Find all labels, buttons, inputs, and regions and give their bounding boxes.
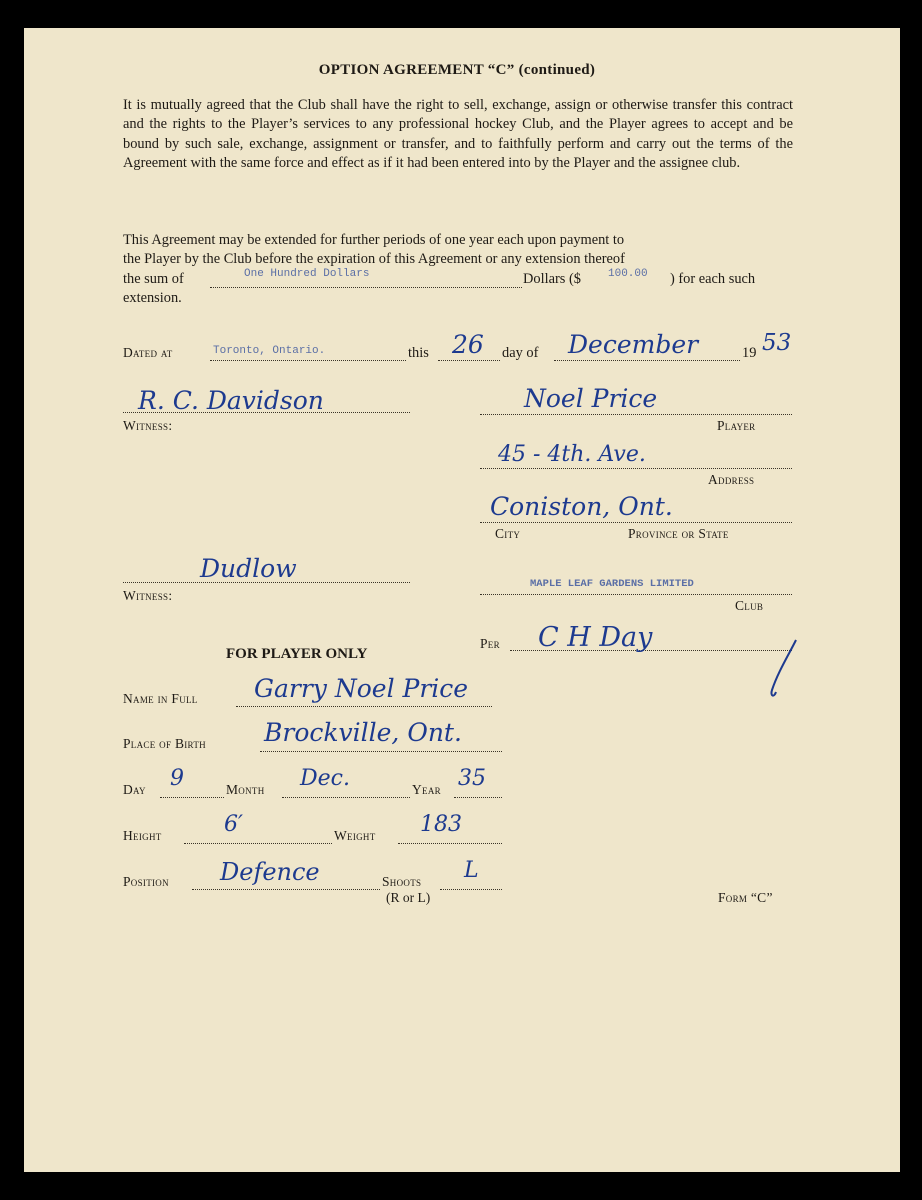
position-value: Defence (220, 858, 320, 886)
name-in-full-value: Garry Noel Price (254, 674, 469, 703)
sum-dotted-line (210, 287, 522, 288)
place-of-birth-value: Brockville, Ont. (264, 718, 462, 747)
year-prefix: 19 (742, 345, 757, 361)
player-label: Player (717, 418, 756, 433)
day-line (160, 797, 224, 798)
address-value: 45 - 4th. Ave. (498, 442, 646, 467)
year-value: 35 (458, 766, 486, 791)
dated-year: 53 (762, 330, 792, 356)
document-page (24, 28, 900, 1172)
sum-value: One Hundred Dollars (244, 268, 370, 280)
dated-at-label: Dated at (123, 345, 173, 360)
per-signature: C H Day (538, 622, 653, 653)
witness-signature-1: R. C. Davidson (138, 386, 324, 415)
dated-place: Toronto, Ontario. (213, 345, 326, 357)
extension-clause-line4: extension. (123, 290, 182, 306)
month-value: Dec. (300, 766, 350, 791)
this-label: this (408, 345, 429, 361)
day-value: 9 (170, 766, 184, 791)
month-dotted-line (554, 360, 740, 361)
page-title: OPTION AGREEMENT “C” (continued) (318, 62, 596, 78)
year-line (454, 797, 502, 798)
place-dotted-line (210, 360, 406, 361)
weight-value: 183 (420, 812, 462, 837)
witness-line-2 (123, 582, 410, 583)
year-label: Year (412, 782, 441, 797)
club-label: Club (735, 598, 764, 613)
witness-label-2: Witness: (123, 588, 173, 603)
dollars-label: Dollars ($ (523, 271, 581, 287)
club-name: MAPLE LEAF GARDENS LIMITED (530, 578, 694, 590)
month-label: Month (226, 782, 265, 797)
name-in-full-line (236, 706, 492, 707)
witness-label-1: Witness: (123, 418, 173, 433)
extension-clause-line2: the Player by the Club before the expiration of this Agreement or any extension thereof (123, 251, 625, 267)
height-line (184, 843, 332, 844)
form-label: Form “C” (718, 890, 773, 905)
dated-month: December (568, 330, 699, 359)
city-value: Coniston, Ont. (490, 492, 673, 521)
shoots-label: Shoots (382, 874, 422, 889)
address-label: Address (708, 472, 755, 487)
month-line (282, 797, 410, 798)
transfer-clause: It is mutually agreed that the Club shall have the right to sell, exchange, assign or otherwise transfer this contract and the rights to the Player’s services to any professional hockey Club, and the Player agrees to accept and be bound by such sale, exchange, assignment or transfer, and to faithfully perform and carry out the terms of the Agreement with the same force and effect as if it had been entered into by the Player and the assignee club. (123, 97, 793, 171)
shoots-hint: (R or L) (386, 890, 431, 905)
dated-day: 26 (452, 330, 484, 359)
height-value: 6′ (224, 812, 243, 837)
day-label: Day (123, 782, 146, 797)
witness-signature-2: Dudlow (200, 554, 297, 583)
amount-value: 100.00 (608, 268, 648, 280)
weight-label: Weight (334, 828, 376, 843)
day-dotted-line (438, 360, 500, 361)
city-label: City (495, 526, 521, 541)
place-of-birth-label: Place of Birth (123, 736, 206, 751)
extension-clause-line1: This Agreement may be extended for further periods of one year each upon payment to (123, 232, 625, 248)
height-label: Height (123, 828, 162, 843)
province-label: Province or State (628, 526, 729, 541)
weight-line (398, 843, 502, 844)
sum-of-label: the sum of (123, 271, 184, 287)
place-of-birth-line (260, 751, 502, 752)
day-of-label: day of (502, 345, 539, 361)
signature-flourish (760, 632, 800, 702)
for-each-such-label: ) for each such (670, 271, 756, 287)
position-label: Position (123, 874, 169, 889)
address-line (480, 468, 792, 469)
shoots-line (440, 889, 502, 890)
per-label: Per (480, 636, 500, 651)
player-signature: Noel Price (524, 384, 658, 413)
witness-line-1 (123, 412, 410, 413)
shoots-value: L (464, 858, 479, 883)
city-line (480, 522, 792, 523)
for-player-only-heading: FOR PLAYER ONLY (226, 646, 368, 662)
club-line (480, 594, 792, 595)
position-line (192, 889, 380, 890)
player-line (480, 414, 792, 415)
name-in-full-label: Name in Full (123, 691, 198, 706)
